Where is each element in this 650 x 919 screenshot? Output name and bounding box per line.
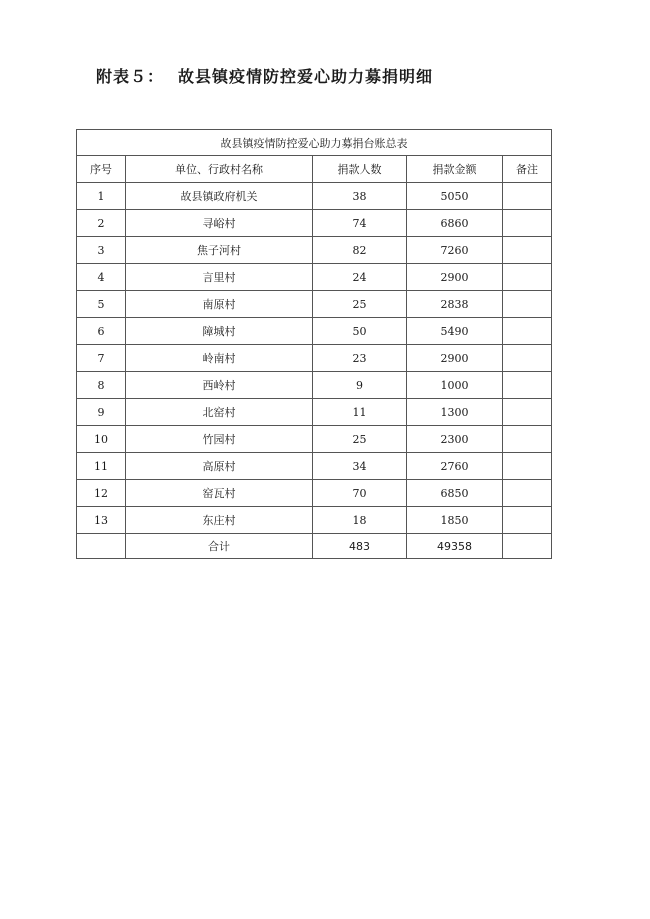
cell-donation-amount: 6860 xyxy=(407,210,503,237)
table-row xyxy=(77,183,552,210)
cell-donation-amount: 2900 xyxy=(407,264,503,291)
cell-donation-amount: 5050 xyxy=(407,183,503,210)
cell-unit-name: 东庄村 xyxy=(126,507,313,534)
cell-donation-amount: 7260 xyxy=(407,237,503,264)
header-donation-amount: 捐款金额 xyxy=(407,156,503,183)
table-row xyxy=(77,426,552,453)
cell-donor-count: 74 xyxy=(313,210,407,237)
cell-unit-name: 窑瓦村 xyxy=(126,480,313,507)
cell-donor-count: 34 xyxy=(313,453,407,480)
table-row xyxy=(77,237,552,264)
cell-unit-name: 西岭村 xyxy=(126,372,313,399)
total-label: 合计 xyxy=(126,534,313,559)
cell-serial-no: 11 xyxy=(77,453,126,480)
cell-donor-count: 11 xyxy=(313,399,407,426)
cell-remarks xyxy=(503,183,552,210)
cell-serial-no: 3 xyxy=(77,237,126,264)
cell-donor-count: 50 xyxy=(313,318,407,345)
cell-serial-no: 1 xyxy=(77,183,126,210)
total-row xyxy=(77,534,552,559)
cell-donor-count: 82 xyxy=(313,237,407,264)
header-unit-name: 单位、行政村名称 xyxy=(126,156,313,183)
cell-donation-amount: 1000 xyxy=(407,372,503,399)
header-remarks: 备注 xyxy=(503,156,552,183)
cell-donation-amount: 1850 xyxy=(407,507,503,534)
total-serial-cell xyxy=(77,534,126,559)
donation-ledger-table xyxy=(76,129,552,559)
cell-unit-name: 南原村 xyxy=(126,291,313,318)
cell-remarks xyxy=(503,372,552,399)
cell-donor-count: 25 xyxy=(313,426,407,453)
table-body xyxy=(77,183,552,534)
table-row xyxy=(77,480,552,507)
total-donation-amount: 49358 xyxy=(407,534,503,559)
cell-donor-count: 38 xyxy=(313,183,407,210)
cell-unit-name: 竹园村 xyxy=(126,426,313,453)
cell-unit-name: 故县镇政府机关 xyxy=(126,183,313,210)
cell-remarks xyxy=(503,507,552,534)
table-row xyxy=(77,507,552,534)
table-row xyxy=(77,399,552,426)
cell-donation-amount: 1300 xyxy=(407,399,503,426)
cell-donation-amount: 5490 xyxy=(407,318,503,345)
table-header-row xyxy=(77,156,552,183)
cell-donor-count: 9 xyxy=(313,372,407,399)
cell-donation-amount: 2300 xyxy=(407,426,503,453)
cell-donation-amount: 2838 xyxy=(407,291,503,318)
cell-unit-name: 言里村 xyxy=(126,264,313,291)
cell-donation-amount: 2760 xyxy=(407,453,503,480)
cell-unit-name: 焦子河村 xyxy=(126,237,313,264)
document-heading xyxy=(96,64,433,87)
table-row xyxy=(77,210,552,237)
cell-remarks xyxy=(503,210,552,237)
document-title: 故县镇疫情防控爱心助力募捐明细 xyxy=(178,67,434,86)
cell-serial-no: 9 xyxy=(77,399,126,426)
cell-donor-count: 18 xyxy=(313,507,407,534)
cell-remarks xyxy=(503,345,552,372)
header-serial-no: 序号 xyxy=(77,156,126,183)
cell-unit-name: 高原村 xyxy=(126,453,313,480)
total-donor-count: 483 xyxy=(313,534,407,559)
cell-serial-no: 13 xyxy=(77,507,126,534)
cell-serial-no: 5 xyxy=(77,291,126,318)
cell-remarks xyxy=(503,480,552,507)
cell-serial-no: 10 xyxy=(77,426,126,453)
cell-serial-no: 2 xyxy=(77,210,126,237)
cell-remarks xyxy=(503,291,552,318)
cell-remarks xyxy=(503,237,552,264)
table-row xyxy=(77,453,552,480)
table-caption-row xyxy=(77,130,552,156)
table-row xyxy=(77,345,552,372)
cell-unit-name: 北窑村 xyxy=(126,399,313,426)
cell-serial-no: 12 xyxy=(77,480,126,507)
cell-remarks xyxy=(503,264,552,291)
cell-donation-amount: 2900 xyxy=(407,345,503,372)
header-donor-count: 捐款人数 xyxy=(313,156,407,183)
table-caption: 故县镇疫情防控爱心助力募捐台账总表 xyxy=(77,130,552,156)
cell-remarks xyxy=(503,399,552,426)
cell-donation-amount: 6850 xyxy=(407,480,503,507)
table-row xyxy=(77,291,552,318)
appendix-label: 附表５： xyxy=(96,67,165,86)
cell-serial-no: 7 xyxy=(77,345,126,372)
table-row xyxy=(77,372,552,399)
cell-remarks xyxy=(503,453,552,480)
cell-donor-count: 23 xyxy=(313,345,407,372)
table-row xyxy=(77,264,552,291)
total-remarks xyxy=(503,534,552,559)
cell-remarks xyxy=(503,318,552,345)
cell-serial-no: 6 xyxy=(77,318,126,345)
cell-unit-name: 障城村 xyxy=(126,318,313,345)
cell-donor-count: 24 xyxy=(313,264,407,291)
cell-remarks xyxy=(503,426,552,453)
cell-donor-count: 70 xyxy=(313,480,407,507)
cell-serial-no: 4 xyxy=(77,264,126,291)
table-row xyxy=(77,318,552,345)
cell-donor-count: 25 xyxy=(313,291,407,318)
cell-unit-name: 寻峪村 xyxy=(126,210,313,237)
cell-serial-no: 8 xyxy=(77,372,126,399)
cell-unit-name: 岭南村 xyxy=(126,345,313,372)
